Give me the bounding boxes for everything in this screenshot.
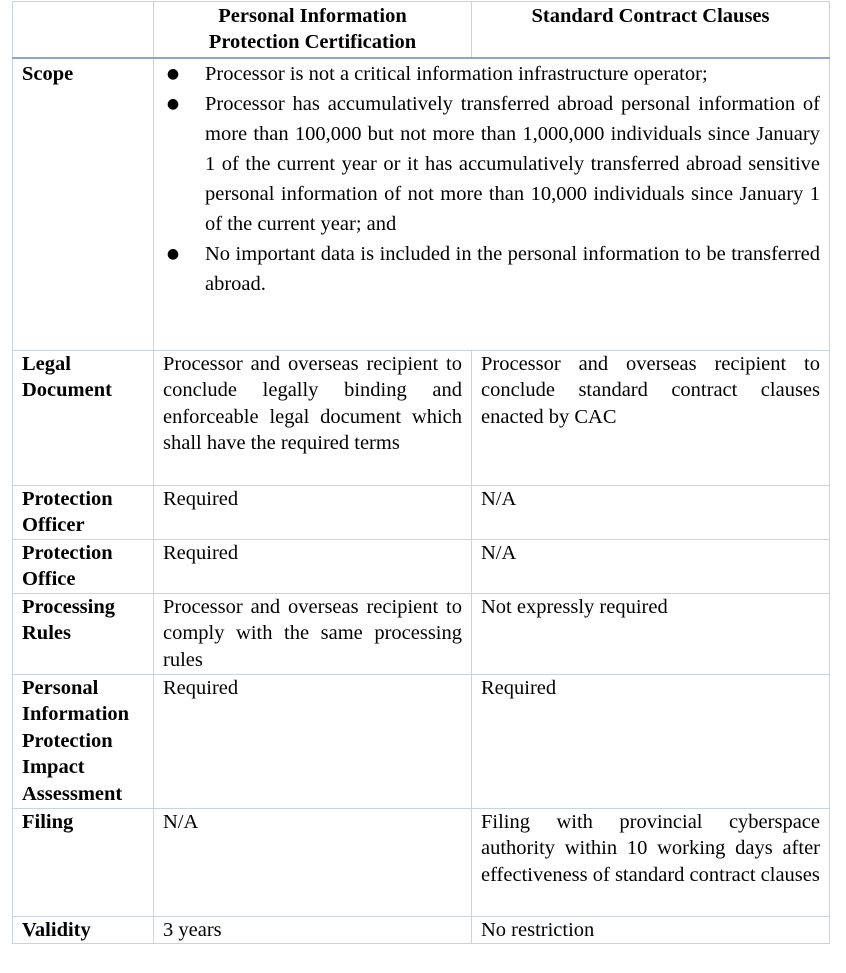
cell-certification-filing: N/A [154,809,472,917]
scope-content [154,58,830,351]
table-row-impact-assessment [13,675,830,809]
row-label-protection-officer: Protection Officer [13,486,154,540]
cell-contract-filing: Filing with provincial cyberspace authority within 10 working days after effectiveness of standard contract clauses [472,809,830,917]
row-label-scope: Scope [13,58,154,351]
list-item [163,59,820,89]
table-row-legal-document [13,351,830,486]
cell-certification-legal-document: Processor and overseas recipient to conclude legally binding and enforceable legal document which shall have the required terms [154,351,472,486]
bullet-dot-icon: ● [166,65,180,82]
table-row-protection-officer [13,486,830,540]
cell-certification-protection-office: Required [154,540,472,594]
scope-bullet-text: Processor has accumulatively transferred abroad personal information of more than 100,000 but not more than 1,000,000 individuals since January 1 of the current year or it has accumulatively transferred abroad sensitive personal information of not more than 10,000 individuals since January 1 of the current year; and [205,92,820,235]
cell-contract-processing-rules: Not expressly required [472,594,830,675]
cell-certification-impact-assessment: Required [154,675,472,809]
row-label-impact-assessment: Personal Information Protection Impact Assessment [13,675,154,809]
table-header-row [13,2,830,58]
scope-bullet-text: No important data is included in the personal information to be transferred abroad. [205,242,820,295]
list-item [163,89,820,239]
table-row-scope [13,58,830,351]
row-label-filing: Filing [13,809,154,917]
table-row-filing [13,809,830,917]
cell-certification-protection-officer: Required [154,486,472,540]
cell-certification-validity: 3 years [154,917,472,944]
row-label-validity: Validity [13,917,154,944]
bullet-dot-icon: ● [166,245,180,262]
bullet-dot-icon: ● [166,95,180,112]
table-row-protection-office [13,540,830,594]
row-label-protection-office: Protection Office [13,540,154,594]
row-label-legal-document: Legal Document [13,351,154,486]
scope-bullet-list [163,59,820,299]
header-certification: Personal Information Protection Certification [154,2,472,58]
cell-contract-legal-document: Processor and overseas recipient to conclude standard contract clauses enacted by CAC [472,351,830,486]
table-row-validity [13,917,830,944]
cell-contract-impact-assessment: Required [472,675,830,809]
header-contract: Standard Contract Clauses [472,2,830,58]
row-label-processing-rules: Processing Rules [13,594,154,675]
scope-bullet-text: Processor is not a critical information infrastructure operator; [205,62,708,85]
cell-contract-protection-office: N/A [472,540,830,594]
cell-contract-validity: No restriction [472,917,830,944]
header-blank-cell [13,2,154,58]
cell-contract-protection-officer: N/A [472,486,830,540]
list-item [163,239,820,299]
table-row-processing-rules [13,594,830,675]
cell-certification-processing-rules: Processor and overseas recipient to comply with the same processing rules [154,594,472,675]
comparison-table [12,1,830,944]
